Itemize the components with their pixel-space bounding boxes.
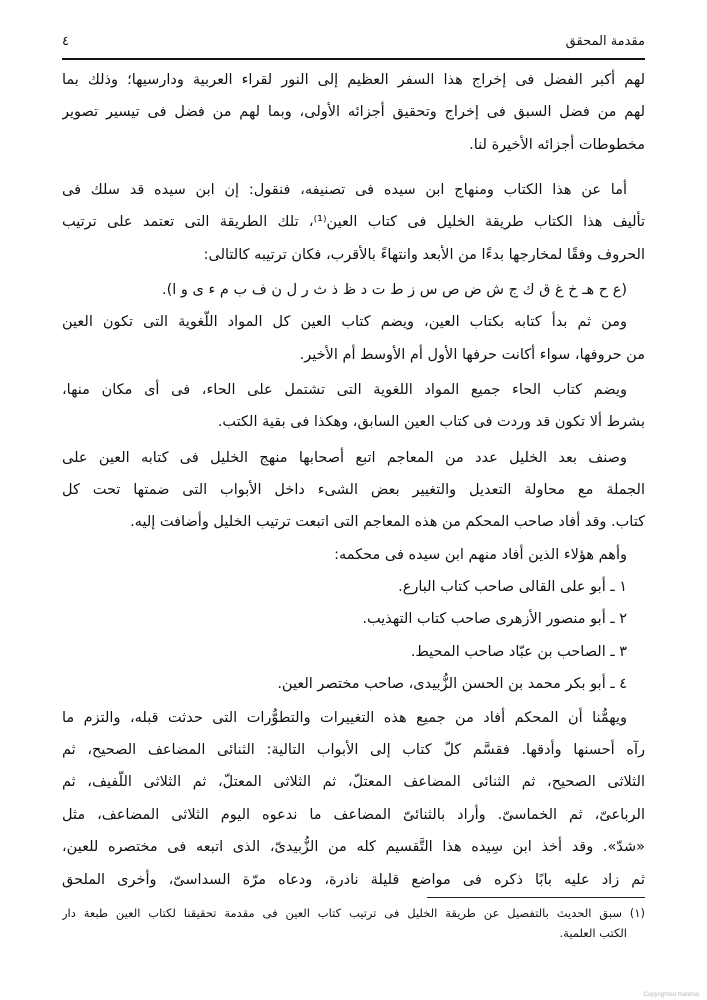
text-line: من حروفها، سواء أكانت حرفها الأول أم الأوسط أم الأخير. (299, 347, 645, 363)
text-line: رآه أحسنها وأدقها. فقسَّم كلّ كتاب إلى الأبواب التالية: الثنائى المضاعف الصحيح، ثم (62, 742, 645, 758)
copyright-watermark: Copyrighted material (643, 992, 699, 998)
text-line: وصنف بعد الخليل عدد من المعاجم اتبع أصحابها منهج الخليل فى كتابه العين على (62, 450, 627, 466)
list-item: ٣ ـ الصاحب بن عبّاد صاحب المحيط. (410, 644, 627, 660)
text-line: الثلاثى الصحيح، ثم الثنائى المضاعف المعتلّ، ثم الثلاثى المعتلّ، ثم الثلاثى اللَّفيف، ثم (62, 774, 645, 790)
list-item: ٤ ـ أبو بكر محمد بن الحسن الزُّبيدى، صاحب مختصر العين. (277, 676, 627, 692)
footnote-line: (١) سبق الحديث بالتفصيل عن طريقة الخليل فى ترتيب كتاب العين فى مقدمة تحقيقنا لكتاب العين طبعة دار (62, 906, 645, 920)
page-number: ٤ (62, 34, 69, 49)
running-title: مقدمة المحقق (565, 34, 645, 49)
text-line: كتاب. وقد أفاد صاحب المحكم من هذه المعاجم التى اتبعت ترتيب الخليل وأضافت إليه. (130, 514, 645, 530)
text-line: بشرط ألا تكون قد وردت فى كتاب العين السابق، وهكذا فى بقية الكتب. (217, 414, 645, 430)
text-line: «شدّ». وقد أخذ ابن سِيده هذا التَّقسيم كله من الزُّبيدىّ، الذى اتبعه فى مختصره للعين، (62, 839, 645, 855)
footnote-rule (427, 897, 645, 898)
list-item: ١ ـ أبو على القالى صاحب كتاب البارع. (398, 579, 627, 595)
text-line: أما عن هذا الكتاب ومنهاج ابن سيده فى تصنيفه، فنقول: إن ابن سيده قد سلك فى (62, 182, 627, 198)
text-line: الجملة مع محاولة التعديل والتغيير بعض الشىء داخل الأبواب التى ضمتها تحت كل (62, 482, 645, 498)
footnote-line: الكتب العلمية. (559, 926, 627, 940)
letter-order-line: (ع ح هـ خ غ ق ك ج ش ض ص س ز ط ت د ظ ذ ث ر ل ن ف ب م ء ى و ا). (162, 282, 627, 298)
text-line: ويهمُّنا أن المحكم أفاد من جميع هذه التغييرات والتطوُّرات التى حدثت قبله، والتزم ما (62, 710, 627, 726)
header-rule (62, 58, 645, 60)
text-line: الحروف وفقًا لمخارجها بدءًا من الأبعد وانتهاءً بالأقرب، فكان ترتيبه كالتالى: (203, 247, 645, 263)
list-item: ٢ ـ أبو منصور الأزهرى صاحب كتاب التهذيب. (362, 611, 627, 627)
text-line: ويضم كتاب الحاء جميع المواد اللغوية التى تشتمل على الحاء، فى أى مكان منها، (62, 382, 627, 398)
text-line: وأهم هؤلاء الذين أفاد منهم ابن سيده فى محكمه: (334, 547, 627, 563)
text-line: لهم أكبر الفضل فى إخراج هذا السفر العظيم إلى النور لقراء العربية ودارسيها؛ وذلك بما (62, 72, 645, 88)
text-line: تأليف هذا الكتاب طريقة الخليل فى كتاب العين⁽¹⁾، تلك الطريقة التى تعتمد على ترتيب (62, 214, 645, 230)
text-line: لهم من فضل السبق فى إخراج وتحقيق أجزائه الأولى، وبما لهم من فضل فى تيسير تصوير (62, 104, 645, 120)
text-line: الرباعىّ، ثم الخماسىّ. وأراد بالثنائىّ المضاعف ما ندعوه اليوم الثلاثى المضاعف، مثل (62, 807, 645, 823)
text-line: مخطوطات أجزائه الأخيرة لنا. (469, 137, 645, 153)
text-line: ثم زاد عليه بابًا ذكره فى مواضع قليلة نادرة، ودعاه مرّة السداسىّ، وأخرى الملحق (62, 872, 645, 888)
text-line: ومن ثم بدأ كتابه بكتاب العين، ويضم كتاب العين كل المواد اللّغوية التى تكون العين (62, 314, 627, 330)
